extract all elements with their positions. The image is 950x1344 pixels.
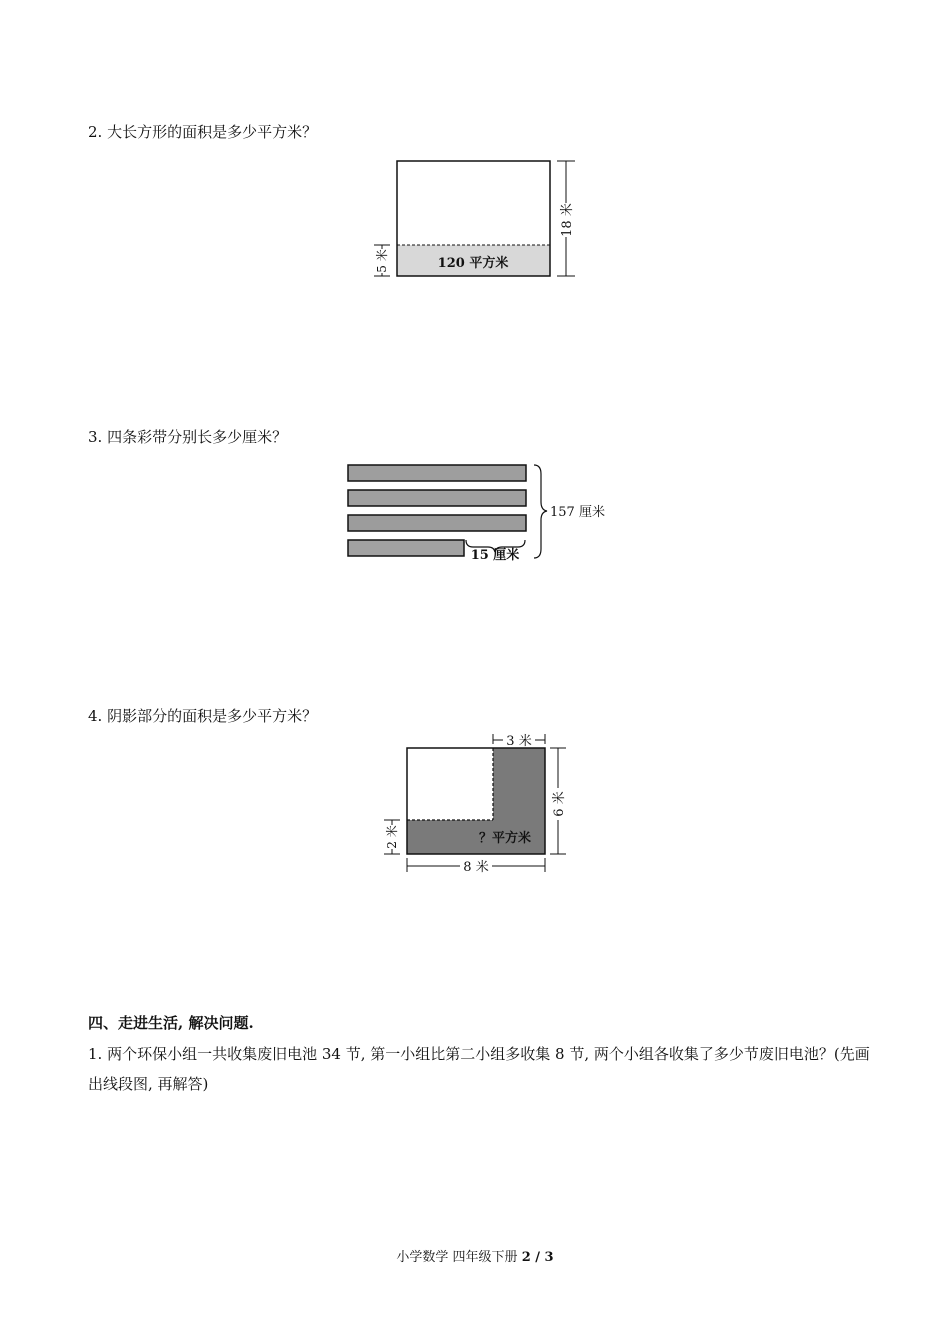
figure-rectangle <box>370 155 590 295</box>
area-label: 120 平方米 <box>437 256 509 271</box>
area-label: ？平方米 <box>478 831 532 846</box>
ribbon-3 <box>348 515 526 531</box>
diff-label: 15 厘米 <box>470 548 520 563</box>
height-label: 18 米 <box>560 203 575 237</box>
question-3: 3. 四条彩带分别长多少厘米？ <box>88 428 288 446</box>
ribbon-1 <box>348 465 526 481</box>
question-2: 2. 大长方形的面积是多少平方米？ <box>88 123 318 141</box>
top-width-label: 3 米 <box>506 734 532 749</box>
problem-1: 1. 两个环保小组一共收集废旧电池 34 节, 第一小组比第二小组多收集 8 节, 两个小组各收集了多少节废旧电池？(先画出线段图, 再解答) <box>88 1045 870 1093</box>
footer-subject: 小学数学 四年级下册 <box>396 1250 518 1265</box>
total-label: 157 厘米 <box>550 505 605 520</box>
strip-height-label: 5 米 <box>375 249 389 273</box>
figure-ribbons <box>342 458 632 568</box>
page-number: 2 / 3 <box>521 1250 554 1265</box>
ribbon-4 <box>348 540 464 556</box>
figure-l-shape <box>380 730 580 880</box>
question-4: 4. 阴影部分的面积是多少平方米？ <box>88 707 318 725</box>
bottom-height-label: 2 米 <box>385 825 399 849</box>
ribbon-2 <box>348 490 526 506</box>
total-brace <box>534 465 547 558</box>
section-title: 四、走进生活, 解决问题. <box>88 1014 254 1032</box>
page-footer <box>0 1246 950 1265</box>
height-label: 6 米 <box>552 791 567 817</box>
width-label: 8 米 <box>463 860 489 875</box>
